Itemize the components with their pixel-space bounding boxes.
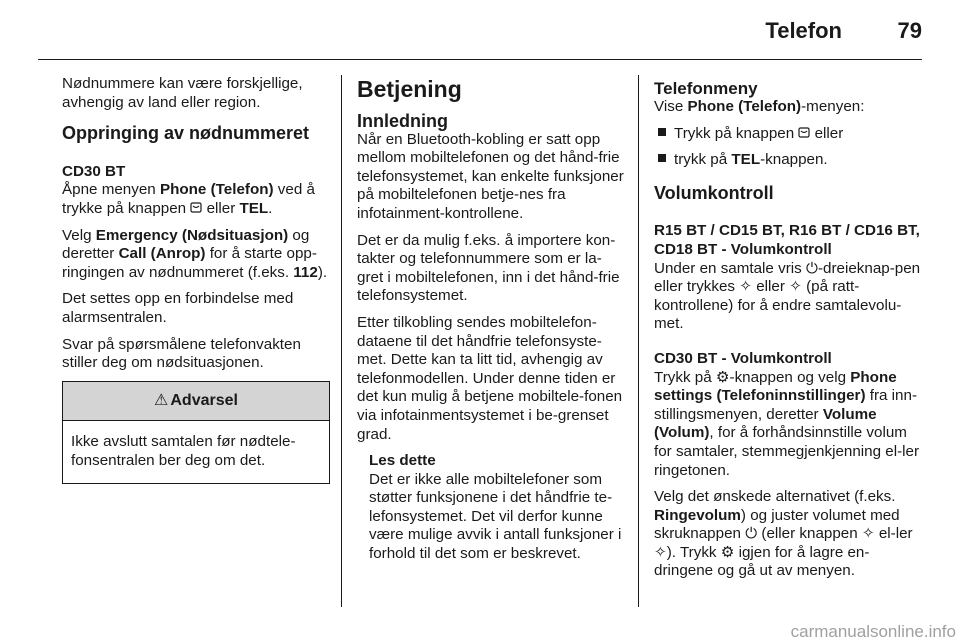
warning-text: Ikke avslutt samtalen før nødtele-fonsentralen ber deg om det.: [71, 433, 296, 469]
power-knob-icon: ⏻: [805, 259, 818, 277]
volume-down-icon: ✧: [789, 278, 802, 296]
paragraph: Velg Emergency (Nødsituasjon) og deretter Call (Anrop) for å starte opp-ringingen av nødnummeret (f.eks. 112).: [62, 226, 328, 281]
page-title: Telefon: [765, 18, 842, 43]
column-left: [62, 75, 330, 484]
column-divider-1: [341, 75, 342, 607]
paragraph: Åpne menyen Phone (Telefon) ved å trykke på knappen eller TEL.: [62, 181, 315, 217]
subheading-introduction: Innledning: [357, 110, 448, 131]
column-right: [654, 75, 926, 589]
volume-down-icon: ✧: [654, 543, 667, 561]
paragraph: Svar på spørsmålene telefonvakten stiller deg om nødsituasjonen.: [62, 335, 301, 372]
phone-icon: [190, 200, 202, 217]
power-knob-icon: ⏻: [745, 525, 758, 543]
column-middle: [357, 75, 625, 564]
warning-header: ⚠ Advarsel: [63, 382, 329, 422]
paragraph: Under en samtale vris ⏻-dreieknap-pen eller trykkes ✧ eller ✧ (på ratt-kontrollene) for å endre samtalevolu-met.: [654, 259, 921, 333]
paragraph: Velg det ønskede alternativet (f.eks. Ringevolum) og juster volumet med skruknappen ⏻ (eller knappen ✧ el-ler ✧). Trykk ⚙ igjen for å lagre en-dringene og gå ut av menyen.: [654, 488, 913, 580]
note-text: Det er ikke alle mobiltelefoner som støtter funksjonene i det håndfrie te-lefonsystemet. Det vil derfor kunne være mulige avvik i antall funksjoner i forhold til det som er beskrevet.: [369, 470, 622, 563]
volume-up-icon: ✧: [739, 278, 752, 296]
phone-icon: [798, 125, 810, 142]
paragraph: Det er da mulig f.eks. å importere kon-takter og telefonnummere som er la-gret i mobiltelefonen, inn i det hånd-frie telefonsystemet.: [357, 231, 620, 305]
volume-up-icon: ✧: [861, 525, 875, 543]
paragraph: Når en Bluetooth-kobling er satt opp mellom mobiltelefonen og det hånd-frie telefonsystemet, kan enkelte funksjoner på mobiltelefonen betje-nes fra infotainment-kontrollene.: [357, 130, 624, 222]
section-heading-volume: Volumkontroll: [654, 182, 774, 203]
list-item: trykk på TEL-knappen.: [654, 151, 926, 170]
paragraph: Det settes opp en forbindelse med alarmsentralen.: [62, 290, 294, 326]
note-title: Les dette: [369, 452, 436, 470]
bullet-square-icon: [658, 128, 666, 136]
page-number: 79: [897, 18, 922, 43]
subheading-volume-cd30: CD30 BT - Volumkontroll: [654, 349, 832, 367]
section-heading-emergency: Oppringing av nødnummeret: [62, 123, 310, 144]
header-divider: [38, 59, 922, 60]
bullet-square-icon: [658, 154, 666, 162]
watermark: carmanualsonline.info: [790, 622, 956, 641]
subheading-volume-r15: R15 BT / CD15 BT, R16 BT / CD16 BT, CD18 BT - Volumkontroll: [654, 222, 920, 258]
warning-box: [62, 381, 330, 484]
config-icon: ⚙: [720, 543, 735, 561]
section-heading-operation: Betjening: [357, 76, 462, 102]
subheading-cd30bt: CD30 BT: [62, 162, 126, 180]
list-item: Trykk på knappen eller: [654, 125, 926, 144]
paragraph: Etter tilkobling sendes mobiltelefon-dataene til det håndfrie telefonsyste-met. Dette kan ta litt tid, avhengig av telefonmodellen. Under denne tiden er det kun mulig å betjene mobiltele-fonen via infotainmentsystemet i be-grenset grad.: [357, 313, 623, 443]
intro-text: Nødnummere kan være forskjellige, avhengig av land eller region.: [62, 75, 303, 111]
config-icon: ⚙: [715, 368, 730, 386]
column-divider-2: [638, 75, 639, 607]
section-heading-phone-menu: Telefonmeny: [654, 79, 758, 98]
note-box: [369, 452, 625, 564]
paragraph: Vise Phone (Telefon)-menyen:: [654, 98, 865, 115]
warning-triangle-icon: ⚠: [154, 391, 169, 409]
paragraph: Trykk på ⚙-knappen og velg Phone settings (Telefoninnstillinger) fra inn-stillingsmenyen, deretter Volume (Volum), for å forhåndsinnstille volum for samtaler, stemmegjenkjenning el-ler ringetonen.: [654, 368, 920, 479]
